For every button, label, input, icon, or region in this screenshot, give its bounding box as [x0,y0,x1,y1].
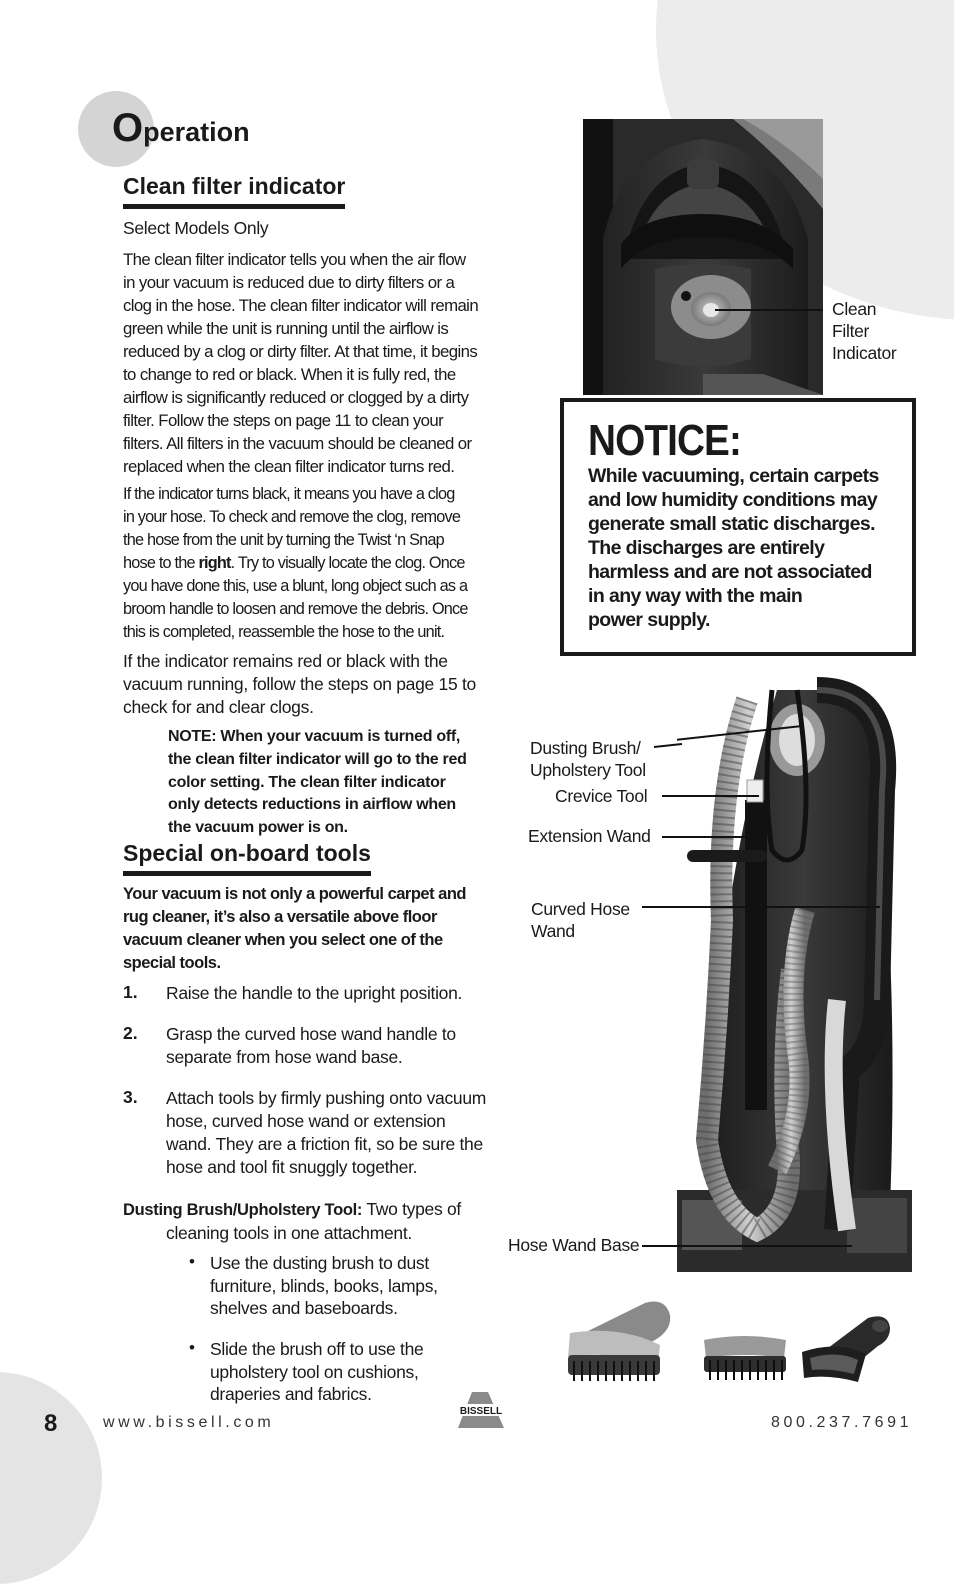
text-line: in your vacuum is reduced due to dirty filters or a [123,273,455,292]
step-number: 1. [123,982,138,1002]
text-line: color setting. The clean filter indicator [168,773,446,791]
text-line: Wand [531,921,575,941]
text-line: Upholstery Tool [530,760,646,780]
bissell-logo [452,1390,510,1430]
text-line: furniture, blinds, books, lamps, [210,1275,438,1296]
select-models-text: Select Models Only [123,218,269,238]
section-heading [112,106,250,151]
text-line [123,1198,523,1222]
text-line: special tools. [123,954,221,972]
text-line: Grasp the curved hose wand handle to [166,1024,456,1044]
text-line: the vacuum power is on. [168,819,348,837]
bullet: • [189,1338,195,1357]
text-line: check for and clear clogs. [123,697,314,717]
text-line: Curved Hose [531,899,630,919]
page-number: 8 [44,1410,58,1437]
text-line: upholstery tool on cushions, [210,1361,419,1382]
dusting-brush-description [123,1198,523,1245]
vacuum-back-photo [677,670,912,1272]
text-line: Dusting Brush/ [530,738,641,758]
text-line: only detects reductions in airflow when [168,796,456,814]
heading-initial: O [112,106,144,150]
notice-box [560,398,916,656]
tools-heading: Special on-board tools [123,840,371,876]
brush-attachment-photo [700,1330,790,1385]
text-line: hose, curved hose wand or extension [166,1111,446,1131]
step-text [166,982,518,1005]
text-line: to change to red or black. When it is fully red, the [123,365,456,384]
callout-extension-wand: Extension Wand [528,826,651,846]
clean-filter-photo [583,119,823,395]
text-line: While vacuuming, certain carpets [588,465,879,487]
clean-filter-para1 [123,248,523,478]
callout-crevice-tool: Crevice Tool [555,786,648,806]
text-line: and low humidity conditions may [588,489,878,511]
text-line: the hose from the unit by turning the Twist ‘n Snap [123,531,444,549]
text-line: filter. Follow the steps on page 11 to clean your [123,411,444,430]
heading-rest: peration [143,117,250,147]
text-line: vacuum running, follow the steps on page 15 to [123,674,476,694]
callout-leader-lines [642,740,682,1250]
text-line: filters. All filters in the vacuum should be cleaned or [123,434,472,453]
logo-wordmark: BISSELL [459,1406,503,1417]
text-line: you have done this, use a blunt, long object such as a [123,577,468,595]
text-line: separate from hose wand base. [166,1047,403,1067]
text-fragment: . Try to visually locate the clog. Once [230,554,465,572]
tools-intro [123,883,523,975]
text-line: The discharges are entirely [588,537,825,559]
text-line: Filter [832,321,870,341]
text-line: cleaning tools in one attachment. [166,1223,412,1243]
text-line: If the indicator remains red or black with the [123,651,448,671]
dusting-label: Dusting Brush/Upholstery Tool: [123,1201,363,1219]
text-line: reduced by a clog or dirty filter. At that time, it begins [123,342,478,361]
text-line: the clean filter indicator will go to the red [168,750,467,768]
text-line: Indicator [832,343,897,363]
text-line: power supply. [588,609,710,631]
clean-filter-para2 [123,483,523,644]
step-number: 3. [123,1087,138,1107]
upholstery-tool-photo [798,1312,893,1387]
text-line [123,552,523,575]
text-line: Attach tools by firmly pushing onto vacuum [166,1088,487,1108]
notice-text [588,464,910,632]
text-line: broom handle to loosen and remove the debris. Once [123,600,468,618]
text-line: vacuum cleaner when you select one of the [123,931,443,949]
step-text [166,1023,518,1069]
text-line: this is completed, reassemble the hose to the unit. [123,623,445,641]
text-line: Clean [832,299,877,319]
text-line: Raise the handle to the upright position. [166,983,463,1003]
footer-phone: 800.237.7691 [771,1414,913,1431]
text-line: Your vacuum is not only a powerful carpet and [123,885,467,903]
emphasis-right: right [198,554,231,572]
text-line: airflow is significantly reduced or clogged by a dirty [123,388,469,407]
text-line: in any way with the main [588,585,803,607]
text-line: NOTE: When your vacuum is turned off, [168,728,461,745]
step-text [166,1087,518,1179]
text-line: clog in the hose. The clean filter indicator will remain [123,296,479,315]
text-line: wand. They are a friction fit, so be sure the [166,1134,483,1154]
page-number-circle [0,1372,102,1584]
callout-curved-hose-wand [531,898,630,942]
step-number: 2. [123,1023,138,1043]
text-line: in your hose. To check and remove the clog, remove [123,508,461,526]
text-line: replaced when the clean filter indicator turns red. [123,457,455,476]
callout-dusting-brush [530,737,646,781]
text-line: rug cleaner, it’s also a versatile above floor [123,908,437,926]
clean-filter-para3 [123,650,523,719]
text-line: harmless and are not associated [588,561,872,583]
dusting-brush-tool-photo [560,1295,675,1390]
text-line: If the indicator turns black, it means you have a clog [123,485,455,503]
text-line: Use the dusting brush to dust [210,1253,429,1273]
bullet-text [210,1252,500,1320]
text-line: green while the unit is running until the airflow is [123,319,449,338]
text-line: Slide the brush off to use the [210,1339,424,1359]
text-line: The clean filter indicator tells you when the air flow [123,250,466,269]
bullet: • [189,1252,195,1271]
text-fragment: hose to the [123,554,199,572]
notice-title: NOTICE: [588,416,742,465]
clean-filter-heading: Clean filter indicator [123,173,345,209]
callout-clean-filter [832,298,896,364]
power-off-note [168,726,520,840]
text-line: generate small static discharges. [588,513,875,535]
text-line: shelves and baseboards. [210,1298,398,1318]
footer-url[interactable]: www.bissell.com [103,1414,275,1431]
text-line: draperies and fabrics. [210,1384,372,1404]
callout-hose-wand-base: Hose Wand Base [508,1235,640,1255]
text-line: hose and tool fit snuggly together. [166,1157,418,1177]
text-fragment: Two types of [362,1199,461,1219]
